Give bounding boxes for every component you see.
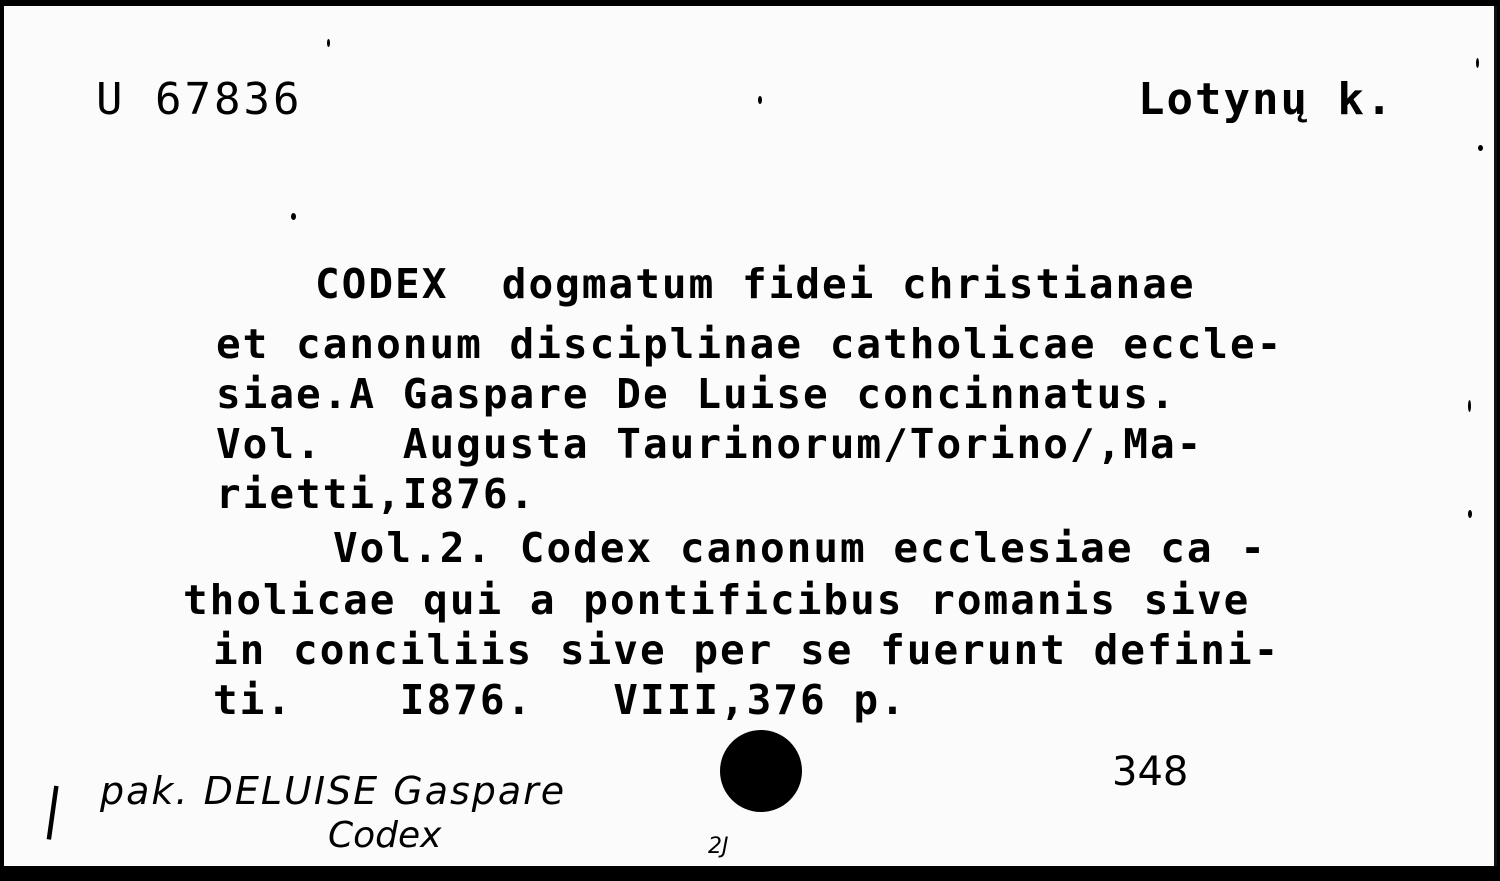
ink-speck <box>1478 145 1483 151</box>
ink-speck <box>327 39 330 47</box>
body-line: siae.A Gaspare De Luise concinnatus. <box>216 370 1177 418</box>
body-line: Vol. Augusta Taurinorum/Torino/,Ma- <box>216 420 1204 468</box>
handwritten-title: Codex <box>328 815 442 856</box>
body-line: ti. I876. VIII,376 p. <box>213 676 907 724</box>
ink-speck <box>1476 58 1479 68</box>
handwritten-number: 348 <box>1112 749 1189 795</box>
call-number: U 67836 <box>96 74 303 125</box>
ink-speck <box>1468 400 1471 412</box>
handwritten-mark: | <box>39 776 67 841</box>
body-line: CODEX dogmatum fidei christianae <box>315 260 1196 308</box>
body-line: Vol.2. Codex canonum ecclesiae ca - <box>333 524 1267 572</box>
ink-speck <box>291 213 296 220</box>
language-label: Lotynų k. <box>1138 74 1395 125</box>
ink-speck <box>1468 510 1472 518</box>
body-line: in conciliis sive per se fuerunt defini- <box>213 626 1281 674</box>
body-line: et canonum disciplinae catholicae eccle- <box>216 320 1284 368</box>
body-line: rietti,I876. <box>216 470 537 518</box>
handwritten-small-mark: 2J <box>708 834 729 859</box>
punch-hole <box>720 730 802 812</box>
body-line: tholicae qui a pontificibus romanis sive <box>183 576 1251 624</box>
handwritten-author: pak. DELUISE Gaspare <box>100 769 567 813</box>
ink-speck <box>758 96 762 104</box>
